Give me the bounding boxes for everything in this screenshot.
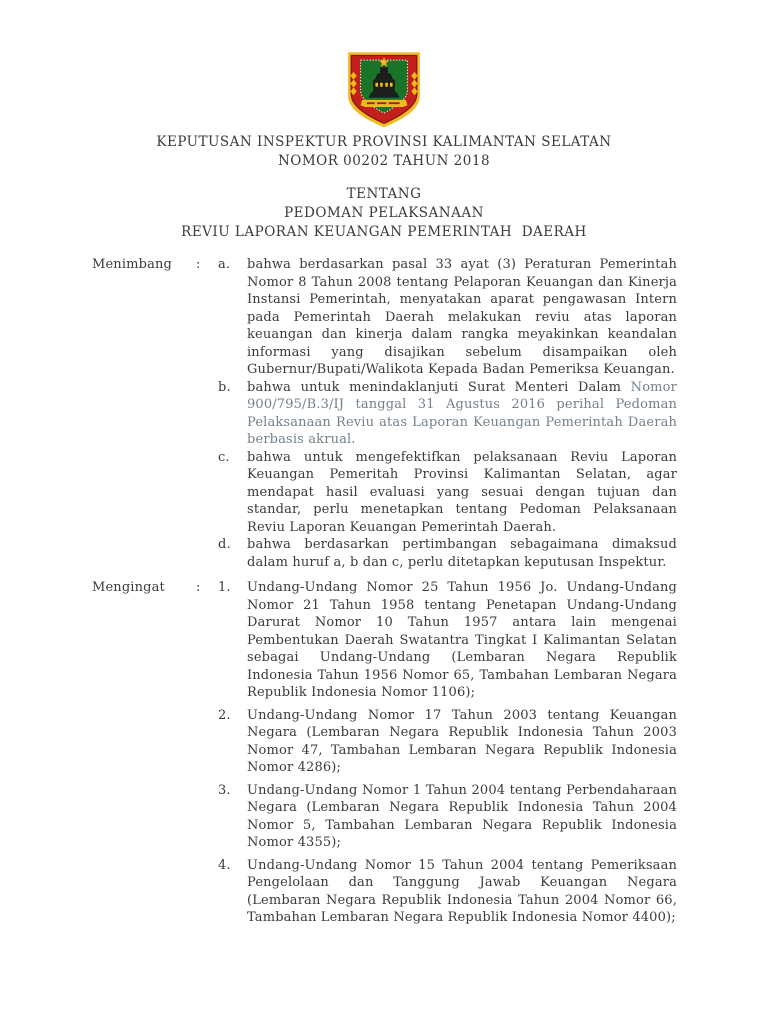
item-text-part: bahwa untuk mengefektifkan pelaksanaan Reviu Laporan Keuangan Pemeritah Provinsi Kalimantan Selatan, agar mendapat hasil evaluasi yang sesuai dengan tujuan dan standar, perlu menetapkan tentang Pedoman Pelaksanaan Reviu Laporan Keuangan Pemerintah Daerah. — [247, 449, 677, 535]
clause-row — [92, 379, 677, 449]
item-marker: d. — [218, 537, 231, 552]
section-label: Mengingat — [92, 580, 165, 595]
section-separator: : — [196, 580, 201, 595]
item-text — [247, 536, 677, 571]
decree-number: NOMOR 00202 TAHUN 2018 — [277, 153, 491, 169]
item-marker: 2. — [218, 707, 231, 723]
item-text-part: bahwa berdasarkan pasal 33 ayat (3) Peraturan Pemerintah Nomor 8 Tahun 2008 tentang Pelaporan Keuangan dan Kinerja Instansi Pemerintah, menyatakan aparat pengawasan Intern pada Pemerintah Daerah melakukan reviu atas laporan keuangan dan kinerja dalam rangka meyakinkan keandalan informasi yang disajikan sebelum disampaikan oleh Gubernur/Bupati/Walikota Kepada Badan Pemeriksa Keuangan. — [247, 257, 677, 377]
item-marker: c. — [218, 449, 230, 465]
emblem-container — [0, 0, 768, 128]
subject-line2: REVIU LAPORAN KEUANGAN PEMERINTAH DAERAH — [181, 224, 587, 240]
section-label — [92, 857, 196, 927]
section-separator — [196, 782, 218, 852]
item-marker: 1. — [218, 580, 231, 595]
item-marker: b. — [218, 379, 231, 395]
clause-row — [92, 707, 677, 777]
section-label — [92, 536, 196, 571]
item-text-part: Undang-Undang Nomor 17 Tahun 2003 tentang Keuangan Negara (Lembaran Negara Republik Indonesia Tahun 2003 Nomor 47, Tambahan Lembaran Negara Republik Indonesia Nomor 4286); — [247, 707, 677, 775]
section-label — [92, 707, 196, 777]
document-body — [92, 256, 677, 927]
item-text — [247, 256, 677, 379]
item-text-part: bahwa untuk menindaklanjuti Surat Menteri Dalam — [247, 379, 631, 395]
emblem-motto-ribbon — [361, 100, 408, 107]
section-separator — [196, 449, 218, 537]
subject-label: TENTANG — [346, 186, 422, 202]
section-separator — [196, 536, 218, 571]
item-text-part: bahwa berdasarkan pertimbangan sebagaimana dimaksud dalam huruf a, b dan c, perlu ditetapkan keputusan Inspektur. — [247, 537, 677, 570]
subject-line1: PEDOMAN PELAKSANAAN — [284, 205, 484, 221]
item-text-part: Undang-Undang Nomor 25 Tahun 1956 Jo. Undang-Undang Nomor 21 Tahun 1958 tentang Penetapan Undang-Undang Darurat Nomor 10 Tahun 1957 antara lain mengenai Pembentukan Daerah Swatantra Tingkat I Kalimantan Selatan sebagai Undang-Undang (Lembaran Negara Republik Indonesia Tahun 1956 Nomor 65, Tambahan Lembaran Negara Republik Indonesia Nomor 1106); — [247, 580, 677, 700]
clause-row — [92, 449, 677, 537]
section-separator — [196, 379, 218, 449]
decree-heading — [0, 133, 768, 242]
section-separator: : — [196, 257, 201, 272]
decree-title-line1: KEPUTUSAN INSPEKTUR PROVINSI KALIMANTAN SELATAN — [156, 134, 612, 150]
item-marker: 3. — [218, 782, 231, 798]
item-marker: 4. — [218, 857, 231, 873]
item-text-part: Undang-Undang Nomor 1 Tahun 2004 tentang Perbendaharaan Negara (Lembaran Negara Republik Indonesia Tahun 2004 Nomor 5, Tambahan Lembaran Negara Republik Indonesia Nomor 4355); — [247, 782, 677, 850]
item-marker: a. — [218, 257, 231, 272]
item-text-part: Nomor 900/795/B.3/IJ tanggal 31 Agustus 2016 perihal Pedoman Pelaksanaan Reviu atas Laporan Keuangan Pemerintah Daerah berbasis akrual. — [247, 379, 677, 447]
item-text-part: Undang-Undang Nomor 15 Tahun 2004 tentang Pemeriksaan Pengelolaan dan Tanggung Jawab Keuangan Negara (Lembaran Negara Republik Indonesia Tahun 2004 Nomor 66, Tambahan Lembaran Negara Republik Indonesia Nomor 4400); — [247, 857, 677, 925]
section-separator — [196, 857, 218, 927]
section-label: Menimbang — [92, 257, 172, 272]
clause-row — [92, 536, 677, 571]
item-text — [247, 707, 677, 777]
south-kalimantan-coat-of-arms-icon — [345, 50, 423, 128]
item-text — [247, 782, 677, 852]
item-text — [247, 579, 677, 702]
item-text — [247, 449, 677, 537]
clause-row — [92, 256, 677, 379]
item-text — [247, 857, 677, 927]
clause-row — [92, 782, 677, 852]
item-text — [247, 379, 677, 449]
clause-row — [92, 857, 677, 927]
section-label — [92, 449, 196, 537]
decree-subject — [0, 185, 768, 242]
section-label — [92, 379, 196, 449]
section-label — [92, 782, 196, 852]
section-separator — [196, 707, 218, 777]
clause-row — [92, 579, 677, 702]
